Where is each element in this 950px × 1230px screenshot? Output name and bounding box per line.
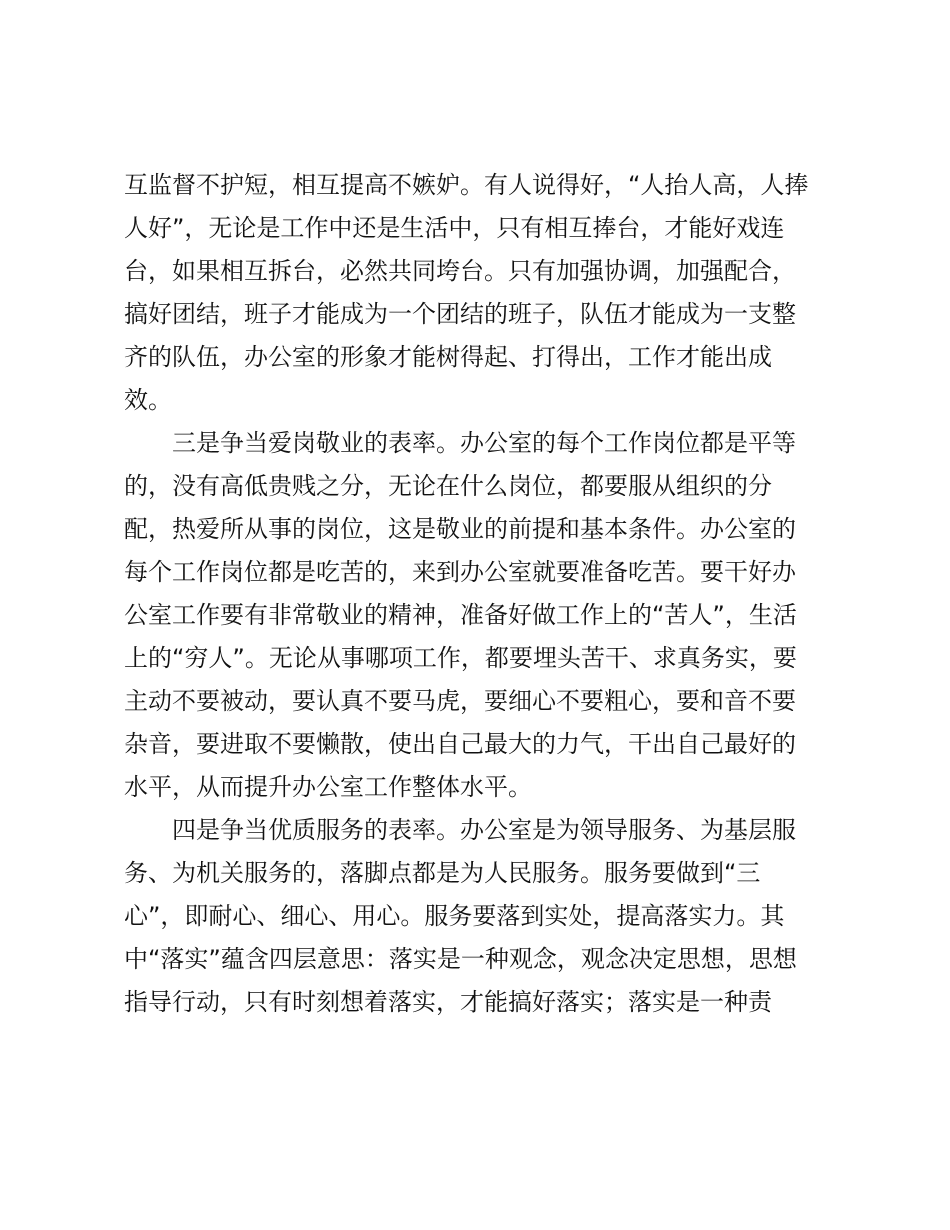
text-line: 的，没有高低贵贱之分，无论在什么岗位，都要服从组织的分 <box>124 472 772 500</box>
text-line: 搞好团结，班子才能成为一个团结的班子，队伍才能成为一支整 <box>124 300 796 328</box>
text-line: 杂音，要进取不要懒散，使出自己最大的力气，干出自己最好的 <box>124 730 796 758</box>
paragraph-start-line: 四是争当优质服务的表率。办公室是为领导服务、为基层服 <box>172 816 796 844</box>
text-line: 公室工作要有非常敬业的精神，准备好做工作上的“苦人”，生活 <box>124 601 797 629</box>
text-line: 心”，即耐心、细心、用心。服务要落到实处，提高落实力。其 <box>124 902 785 930</box>
text-line: 配，热爱所从事的岗位，这是敬业的前提和基本条件。办公室的 <box>124 515 796 543</box>
text-line: 务、为机关服务的，落脚点都是为人民服务。服务要做到“三 <box>124 859 761 887</box>
text-line: 齐的队伍，办公室的形象才能树得起、打得出，工作才能出成 <box>124 343 772 371</box>
text-line: 指导行动，只有时刻想着落实，才能搞好落实；落实是一种责 <box>124 988 772 1016</box>
text-line: 效。 <box>124 386 172 414</box>
text-line: 台，如果相互拆台，必然共同垮台。只有加强协调，加强配合， <box>124 257 796 285</box>
text-line: 互监督不护短，相互提高不嫉妒。有人说得好，“人抬人高，人捧 <box>124 171 809 199</box>
text-line: 人好”，无论是工作中还是生活中，只有相互捧台，才能好戏连 <box>124 214 785 242</box>
document-body <box>124 164 834 1024</box>
paragraph-start-line: 三是争当爱岗敬业的表率。办公室的每个工作岗位都是平等 <box>172 429 796 457</box>
text-line: 中“落实”蕴含四层意思：落实是一种观念，观念决定思想，思想 <box>124 945 797 973</box>
text-line: 每个工作岗位都是吃苦的，来到办公室就要准备吃苦。要干好办 <box>124 558 796 586</box>
text-line: 水平，从而提升办公室工作整体水平。 <box>124 773 532 801</box>
text-line: 上的“穷人”。无论从事哪项工作，都要埋头苦干、求真务实，要 <box>124 644 797 672</box>
text-line: 主动不要被动，要认真不要马虎，要细心不要粗心，要和音不要 <box>124 687 796 715</box>
